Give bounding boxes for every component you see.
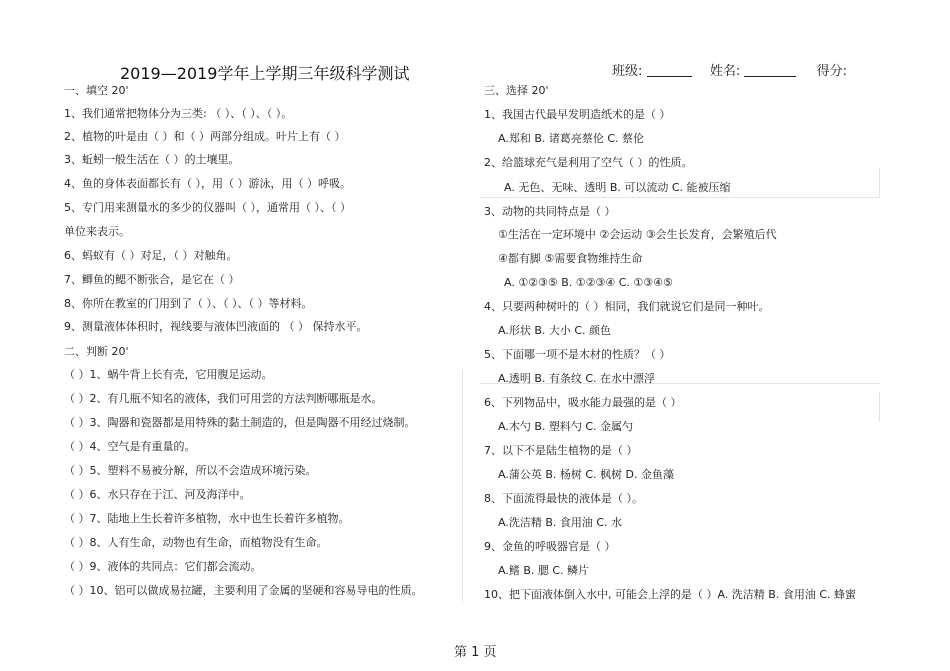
choice-options: A.洗洁精 B. 食用油 C. 水	[498, 516, 623, 529]
section-fill-heading: 一、填空 20'	[64, 84, 129, 97]
page-title: 2019—2019学年上学期三年级科学测试	[120, 64, 410, 83]
judge-question: （ ）9、液体的共同点：它们都会流动。	[64, 560, 262, 573]
choice-question: 2、给篮球充气是利用了空气（ ）的性质。	[484, 156, 693, 169]
judge-question: （ ）8、人有生命，动物也有生命，而植物没有生命。	[64, 536, 328, 549]
page-number: 第 1 页	[454, 645, 497, 660]
grid-line	[480, 197, 880, 198]
grid-line	[879, 392, 880, 422]
fill-question: 1、我们通常把物体分为三类: （ ）、（ ）、（ ）。	[64, 107, 293, 120]
judge-question: （ ）4、空气是有重量的。	[64, 440, 196, 453]
choice-question: 5、下面哪一项不是木材的性质？（ ）	[484, 348, 671, 361]
choice-statement: ④都有脚 ⑤需要食物维持生命	[498, 252, 643, 265]
choice-options: A.蒲公英 B. 杨树 C. 枫树 D. 金鱼藻	[498, 468, 674, 481]
judge-question: （ ）6、水只存在于江、河及海洋中。	[64, 488, 251, 501]
judge-question: （ ）10、铝可以做成易拉罐，主要利用了金属的坚硬和容易导电的性质。	[64, 584, 423, 597]
fill-question: 2、植物的叶是由（ ）和（ ）两部分组成。叶片上有（ ）	[64, 130, 346, 143]
fill-question: 6、蚂蚁有（ ）对足，（ ）对触角。	[64, 249, 238, 262]
choice-options: A.鳍 B. 腮 C. 鳞片	[498, 564, 590, 577]
choice-options: A.形状 B. 大小 C. 颜色	[498, 324, 612, 337]
grid-line	[879, 168, 880, 198]
name-blank	[744, 64, 796, 77]
fill-question: 7、鲫鱼的鳃不断张合，是它在（ ）	[64, 273, 240, 286]
choice-options: A. ①②③⑤ B. ①②③④ C. ①③④⑤	[504, 276, 673, 289]
fill-question: 9、测量液体体积时，视线要与液体凹液面的 （ ） 保持水平。	[64, 320, 368, 333]
choice-options: A. 无色、无味、透明 B. 可以流动 C. 能被压缩	[504, 181, 731, 194]
class-label: 班级:	[612, 64, 643, 79]
choice-question: 1、我国古代最早发明造纸术的是（ ）	[484, 108, 671, 121]
choice-options: A.透明 B. 有条纹 C. 在水中漂浮	[498, 372, 656, 385]
choice-question: 4、只要两种树叶的（ ）相同，我们就说它们是同一种叶。	[484, 300, 770, 313]
judge-question: （ ）3、陶器和瓷器都是用特殊的黏土制造的，但是陶器不用经过烧制。	[64, 416, 416, 429]
choice-options: A.木勺 B. 塑料勺 C. 金属勺	[498, 420, 634, 433]
fill-question: 单位来表示。	[64, 225, 130, 238]
fill-question: 5、专门用来测量水的多少的仪器叫（ ），通常用（ ）、（ ）	[64, 201, 351, 214]
choice-question: 10、把下面液体倒入水中, 可能会上浮的是（ ）A. 洗洁精 B. 食用油 C. 蜂蜜	[484, 588, 857, 601]
class-blank	[647, 64, 692, 77]
choice-question: 3、动物的共同特点是（ ）	[484, 205, 616, 218]
choice-question: 6、下列物品中，吸水能力最强的是（ ）	[484, 396, 682, 409]
choice-question: 7、以下不是陆生植物的是（ ）	[484, 444, 638, 457]
choice-options: A.郑和 B. 诸葛亮蔡伦 C. 蔡伦	[498, 132, 645, 145]
choice-question: 9、金鱼的呼吸器官是（ ）	[484, 540, 616, 553]
judge-question: （ ）7、陆地上生长着许多植物，水中也生长着许多植物。	[64, 512, 350, 525]
choice-statement: ①生活在一定环境中 ②会运动 ③会生长发育，会繁殖后代	[498, 228, 777, 241]
fill-question: 3、蚯蚓一般生活在（ ）的土壤里。	[64, 153, 240, 166]
student-info	[612, 60, 847, 79]
score-label: 得分:	[816, 64, 848, 79]
judge-question: （ ）5、塑料不易被分解，所以不会造成环境污染。	[64, 464, 317, 477]
fill-question: 8、你所在教室的门用到了（ ）、（ ）、（ ）等材料。	[64, 297, 313, 310]
section-judge-heading: 二、判断 20'	[64, 345, 129, 358]
judge-question: （ ）2、有几瓶不知名的液体，我们可用尝的方法判断哪瓶是水。	[64, 392, 383, 405]
grid-line	[462, 370, 463, 603]
choice-question: 8、下面流得最快的液体是（ ）。	[484, 492, 643, 505]
fill-question: 4、鱼的身体表面都长有（ ），用（ ）游泳，用（ ）呼吸。	[64, 177, 351, 190]
name-label: 姓名:	[709, 64, 741, 79]
section-choice-heading: 三、选择 20'	[484, 84, 549, 97]
judge-question: （ ）1、蜗牛背上长有壳，它用腹足运动。	[64, 368, 273, 381]
